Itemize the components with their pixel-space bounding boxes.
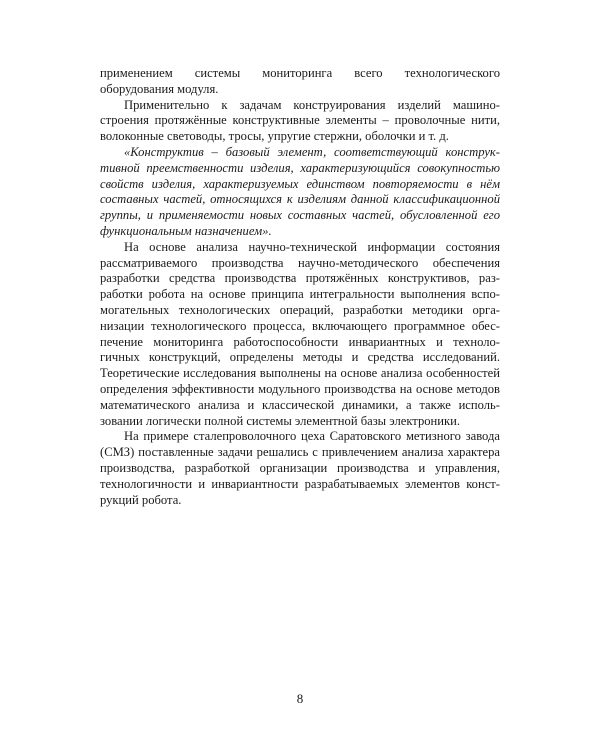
text-line: гичных конструкций, определены методы и средства исследований.: [100, 350, 500, 365]
text-line: могательных технологических операций, разработки методики орга-: [100, 302, 500, 317]
text-line: низации технологического процесса, включающего программное обес-: [100, 318, 500, 333]
text-line: печение мониторинга работоспособности инвариантных и техноло-: [100, 334, 500, 349]
text-line: применением системы мониторинга всего технологического: [100, 66, 500, 80]
text-line: зовании логически полной системы элементной базы электроники.: [100, 413, 461, 428]
text-line: волоконные световоды, тросы, упругие стержни, оболочки и т. д.: [100, 129, 449, 144]
text-line: технологичности и инвариантности разрабатываемых элементов конст-: [100, 476, 500, 491]
text-line: математического анализа и классической динамики, а также исполь-: [100, 397, 500, 412]
text-line: Теоретические исследования выполнены на основе анализа особенностей: [100, 366, 500, 381]
text-line: рукций робота.: [100, 492, 182, 507]
paragraph-monitoring-continuation: [100, 66, 500, 98]
page-body: [100, 66, 500, 508]
text-line: группы, и применяемости новых составных частей, обусловленной его: [100, 208, 500, 223]
paragraph-analysis: [100, 240, 500, 430]
text-line: свойств изделия, характеризуемых единством повторяемости в нём: [100, 176, 500, 191]
text-line: строения протяжённые конструктивные элементы – проволочные нити,: [100, 113, 500, 128]
text-line: (СМЗ) поставленные задачи решались с привлечением анализа характера: [100, 445, 500, 460]
text-line: разработки средства производства протяжённых конструктивов, раз-: [100, 271, 500, 286]
text-line: На основе анализа научно-технической информации состояния: [124, 239, 500, 254]
text-line: работки робота на основе принципа интегральности выполнения вспо-: [100, 287, 500, 302]
text-line: Применительно к задачам конструирования изделий машино-: [124, 97, 500, 112]
text-line: функциональным назначением».: [100, 223, 272, 238]
paragraph-elongated-elements: [100, 98, 500, 145]
text-line: рассматриваемого производства научно-методического обеспечения: [100, 255, 500, 270]
text-line: тивной преемственности изделия, характеризующийся совокупностью: [100, 160, 500, 175]
text-line: оборудования модуля.: [100, 81, 219, 96]
text-line: На примере сталепроволочного цеха Саратовского метизного завода: [124, 429, 500, 444]
paragraph-konstruktiv-definition: [100, 145, 500, 240]
text-line: определения эффективности модульного производства на основе методов: [100, 381, 500, 396]
text-line: «Конструктив – базовый элемент, соответствующий конструк-: [124, 144, 500, 159]
text-line: составных частей, относящихся к изделиям данной классификационной: [100, 192, 500, 207]
paragraph-saratov-plant: [100, 429, 500, 508]
text-line: производства, разработкой организации производства и управления,: [100, 460, 500, 475]
page-number: 8: [296, 691, 304, 706]
